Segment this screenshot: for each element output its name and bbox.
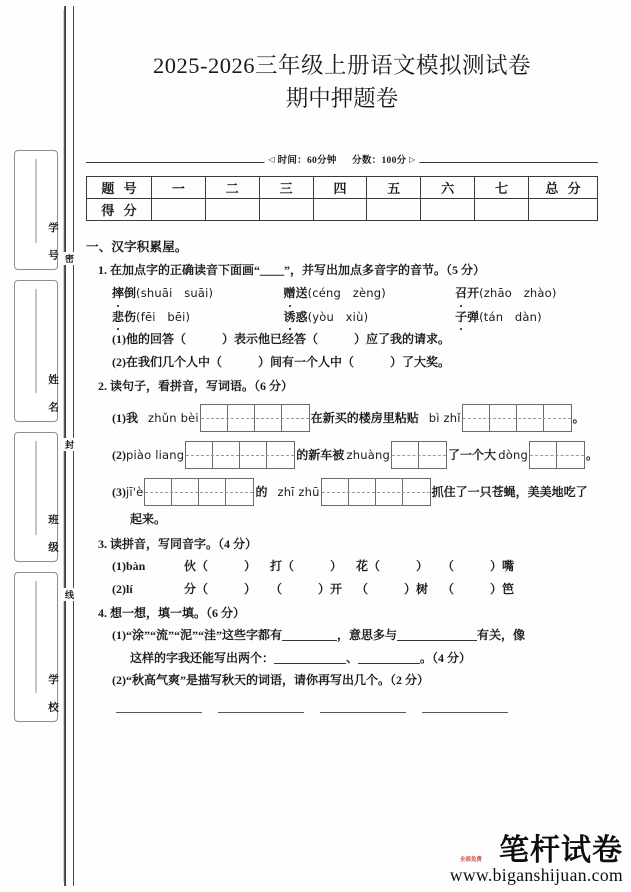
answer-slot[interactable]: 分（ ） [184, 581, 257, 596]
pinyin-word[interactable] [455, 309, 598, 326]
question-4-stem [98, 605, 598, 622]
item-label: (3) [112, 484, 126, 499]
answer-grid[interactable] [529, 441, 585, 469]
question-1 [86, 262, 598, 371]
seal-box-class[interactable] [14, 432, 58, 562]
question-2-line-3 [112, 478, 598, 506]
sentence-text: 抓住了一只苍蝇，美美地吃了 [431, 484, 588, 499]
question-4-number: 4. [98, 605, 107, 620]
sub1-cont-c: 。（4 分） [420, 650, 472, 665]
score-cell-1[interactable] [152, 199, 206, 221]
pinyin-word[interactable] [112, 285, 284, 302]
score-table-col-3: 三 [259, 177, 313, 199]
seal-column [12, 150, 60, 726]
page-title-line1: 2025-2026三年级上册语文模拟测试卷 [153, 53, 531, 78]
question-1-pinyin-row-2 [112, 309, 598, 326]
question-3-row-2 [112, 581, 598, 598]
question-4 [86, 605, 598, 714]
pinyin-hint: dòng [498, 448, 528, 462]
question-2-stem [98, 378, 598, 395]
meta-time: 时间：60分钟 [277, 156, 337, 166]
answer-slot[interactable]: （ ）嘴 [442, 559, 515, 574]
fill-blank[interactable] [282, 640, 337, 641]
seal-word-xian: 线 [64, 590, 74, 599]
score-table-row-label: 题 号 [87, 177, 152, 199]
seal-box-school[interactable] [14, 572, 58, 722]
sub1-cont-b: 、 [346, 650, 359, 665]
answer-grid[interactable] [144, 478, 254, 506]
question-1-stem [98, 262, 598, 279]
pinyin-hint: zhī zhū [277, 485, 320, 499]
question-2-line-2 [112, 441, 598, 469]
answer-slot[interactable]: （ ）树 [356, 581, 429, 596]
word-rest: 弹 [467, 309, 480, 324]
pinyin-hint: zhǔn bèi [148, 411, 199, 425]
sentence-text: 的 [255, 484, 268, 499]
score-table-col-total: 总 分 [529, 177, 598, 199]
seal-word-mi: 密 [64, 254, 74, 263]
table-row-scores [87, 199, 598, 221]
pinyin-hint: zhuàng [346, 448, 390, 462]
arrow-left-icon: ◁ [268, 155, 275, 164]
sentence-text: 的新车被 [296, 447, 345, 462]
answer-slot[interactable]: （ ）笆 [442, 581, 515, 596]
score-cell-7[interactable] [475, 199, 529, 221]
question-3-stem [98, 536, 598, 553]
question-2 [86, 378, 598, 529]
meta-score: 分数：100分 [352, 156, 407, 166]
answer-line[interactable] [320, 711, 406, 713]
question-2-number: 2. [98, 378, 107, 393]
pinyin-key: (1)bàn [112, 559, 146, 574]
brand-name: 笔杆试卷 [499, 833, 623, 867]
answer-grid[interactable] [391, 441, 447, 469]
dotted-char: 悲 [112, 309, 124, 326]
answer-grid[interactable] [200, 404, 310, 432]
question-2-text: 读句子，看拼音，写词语。（6 分） [110, 378, 294, 393]
answer-line[interactable] [116, 711, 202, 713]
page-title-line2: 期中押题卷 [285, 86, 399, 111]
sub1-cont-a: 这样的字我还能写出两个： [130, 650, 275, 665]
dotted-char: 摔 [112, 285, 124, 302]
free-badge: 全部免费 [459, 857, 482, 864]
score-table-col-7: 七 [475, 177, 529, 199]
seal-box-label: 姓 名 [47, 374, 58, 415]
pinyin-hint: jī'è [126, 485, 144, 499]
question-2-line-3-continuation: 起来。 [130, 512, 167, 527]
sentence-text: 。 [572, 410, 585, 425]
exam-content [86, 0, 598, 892]
word-rest: 倒 [124, 286, 137, 301]
sentence-text: 了一个大 [447, 447, 496, 462]
item-label: (1) [112, 410, 126, 425]
question-4-sub-2: (2)“秋高气爽”是描写秋天的词语，请你再写出几个。（2 分） [112, 673, 429, 688]
fill-blank[interactable] [358, 663, 420, 664]
seal-box-student-id[interactable] [14, 150, 58, 270]
word-rest: 惑 [295, 309, 308, 324]
sentence-text: 在新买的楼房里粘贴 [310, 410, 419, 425]
sub1-part-b: ，意思多与 [337, 628, 398, 643]
answer-line[interactable] [218, 711, 304, 713]
sentence-text: 。 [585, 447, 598, 462]
question-3-text: 读拼音，写同音字。（4 分） [110, 536, 258, 551]
item-label: (2) [112, 447, 126, 462]
answer-slot[interactable]: 花（ ） [356, 559, 429, 574]
question-1-sentence-2[interactable]: (2)在我们几个人中（ ）间有一个人中（ ）了大奖。 [112, 354, 450, 369]
pinyin-hint: piào liang [126, 448, 185, 462]
question-2-line-1 [112, 404, 598, 432]
question-1-pinyin-row-1 [112, 285, 598, 302]
score-cell-6[interactable] [421, 199, 475, 221]
question-4-answer-lines [116, 711, 598, 713]
pinyin-options[interactable]: (céng zèng) [307, 286, 386, 301]
answer-slot[interactable]: 伙（ ） [184, 559, 257, 574]
question-4-sub-1 [112, 627, 598, 644]
arrow-right-icon: ▷ [409, 155, 416, 164]
pinyin-word[interactable] [284, 309, 456, 326]
question-1-sentence-1[interactable]: (1)他的回答（ ）表示他已经答（ ）应了我的请求。 [112, 332, 450, 347]
pinyin-options[interactable]: (shuāi suāi) [136, 286, 214, 301]
seal-box-label: 学 校 [47, 674, 58, 715]
word-rest: 伤 [124, 309, 137, 324]
pinyin-options[interactable]: (yòu xiù) [307, 309, 369, 324]
question-3-row-1 [112, 558, 598, 575]
seal-box-label: 学 号 [47, 222, 58, 263]
score-cell-2[interactable] [205, 199, 259, 221]
question-1-number: 1. [98, 263, 107, 277]
score-cell-total[interactable] [529, 199, 598, 221]
answer-grid[interactable] [185, 441, 295, 469]
score-table-row-label: 得 分 [87, 199, 152, 221]
score-table [86, 176, 598, 221]
fill-blank[interactable] [397, 640, 477, 641]
sub1-part-c: 有关，像 [477, 628, 526, 643]
word-rest: 开 [467, 286, 480, 301]
score-table-col-4: 四 [313, 177, 367, 199]
answer-grid[interactable] [462, 404, 572, 432]
question-1-text: 在加点字的正确读音下面画“＿＿”，并写出加点多音字的音节。（5 分） [110, 263, 486, 277]
fill-blank[interactable] [274, 663, 346, 664]
word-rest: 送 [295, 286, 308, 301]
score-table-col-6: 六 [421, 177, 475, 199]
section-heading-one: 一、汉字积累屋。 [86, 240, 188, 254]
score-cell-3[interactable] [259, 199, 313, 221]
answer-slot[interactable]: 打（ ） [270, 559, 343, 574]
pinyin-word[interactable] [455, 285, 598, 302]
answer-grid[interactable] [321, 478, 431, 506]
brand-watermark [449, 833, 623, 885]
score-cell-4[interactable] [313, 199, 367, 221]
score-table-col-5: 五 [367, 177, 421, 199]
sub1-part-a: (1)“涂”“流”“泥”“洼”这些字都有 [112, 628, 282, 643]
dotted-char: 赠 [284, 285, 296, 302]
dotted-char: 召 [455, 285, 467, 302]
answer-slot[interactable]: （ ）开 [270, 581, 343, 596]
pinyin-options[interactable]: (tán dàn) [479, 309, 542, 324]
score-cell-5[interactable] [367, 199, 421, 221]
seal-box-name[interactable] [14, 280, 58, 422]
sentence-text: 我 [126, 410, 139, 425]
question-4-text: 想一想，填一填。（6 分） [110, 605, 246, 620]
question-3 [86, 536, 598, 598]
seal-box-label: 班 级 [47, 514, 58, 555]
dotted-char: 子 [455, 309, 467, 326]
seal-word-feng: 封 [64, 440, 74, 449]
table-row-question-numbers [87, 177, 598, 199]
score-table-col-2: 二 [205, 177, 259, 199]
meta-text [264, 152, 419, 166]
question-4-sub-1-continuation [130, 650, 598, 667]
pinyin-key: (2)lí [112, 581, 133, 596]
score-table-col-1: 一 [152, 177, 206, 199]
pinyin-word[interactable] [112, 309, 284, 326]
brand-url: www.biganshijuan.com [449, 864, 623, 885]
question-3-number: 3. [98, 536, 107, 551]
pinyin-word[interactable] [284, 285, 456, 302]
pinyin-hint: bì zhǐ [428, 411, 461, 425]
dotted-char: 诱 [284, 309, 296, 326]
pinyin-options[interactable]: (zhāo zhào) [479, 286, 557, 301]
exam-meta-bar [86, 154, 598, 170]
answer-line[interactable] [422, 711, 508, 713]
pinyin-options[interactable]: (fēi bēi) [136, 309, 191, 324]
